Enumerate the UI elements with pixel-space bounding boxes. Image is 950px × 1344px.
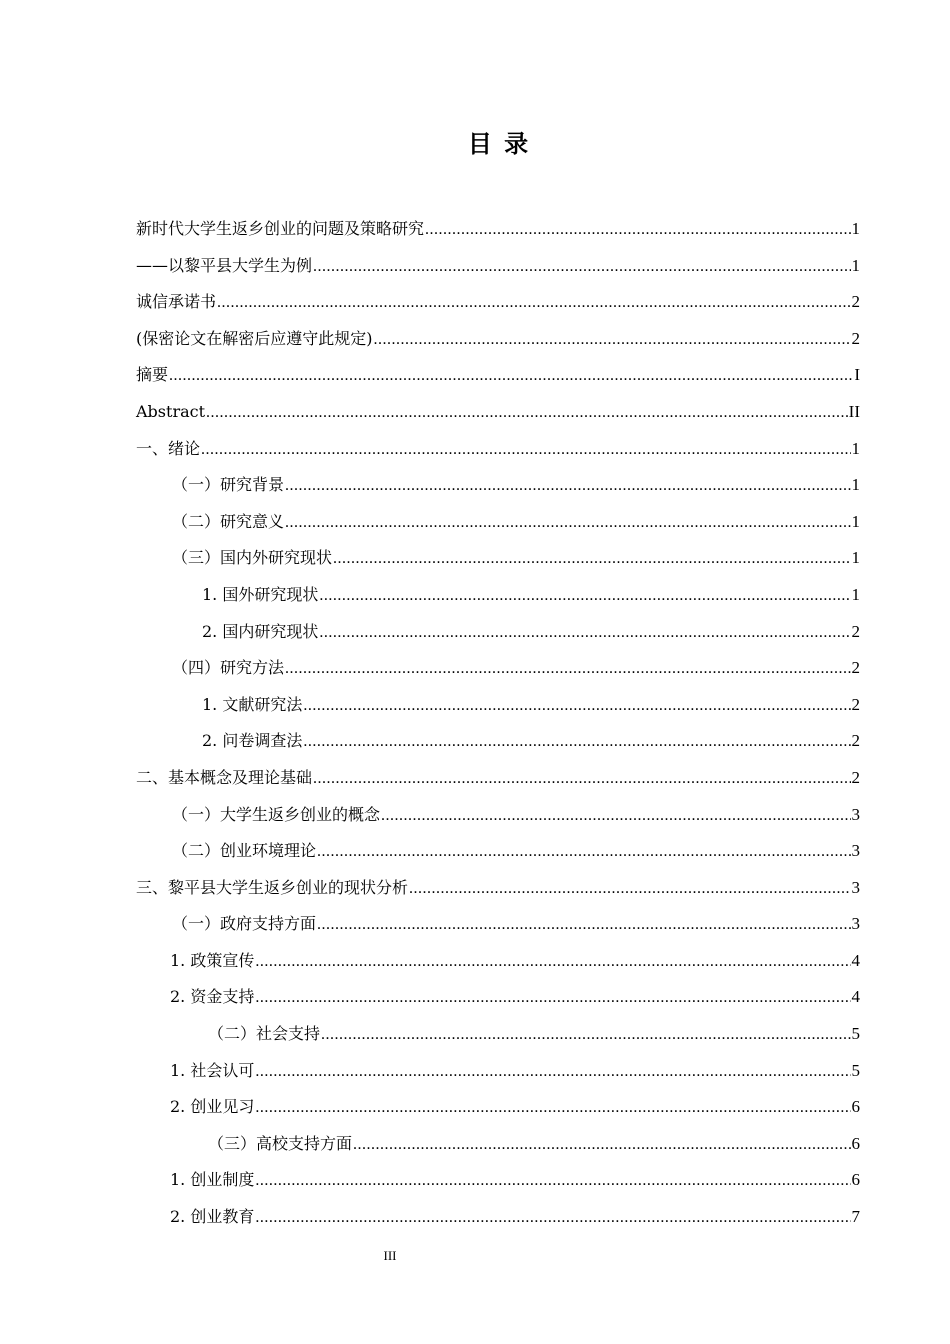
toc-entry-page-number: 2 (851, 292, 860, 312)
table-of-contents (136, 211, 860, 1236)
toc-entry-page-number: 5 (851, 1024, 860, 1044)
toc-dot-leader (206, 395, 848, 432)
toc-entry-label: 1. 政策宣传 (170, 950, 255, 970)
toc-entry-label: 2. 创业教育 (170, 1207, 255, 1227)
toc-entry[interactable] (136, 723, 860, 760)
toc-entry-label: （三）高校支持方面 (208, 1133, 353, 1153)
toc-dot-leader (317, 907, 850, 944)
toc-entry[interactable] (136, 1126, 860, 1163)
toc-entry-label: 1. 社会认可 (170, 1060, 255, 1080)
toc-entry-label: 摘要 (136, 365, 169, 385)
footer-page-number: III (383, 1248, 397, 1263)
toc-entry-page-number: 2 (851, 694, 860, 714)
toc-dot-leader (321, 1017, 850, 1054)
toc-entry[interactable] (136, 540, 860, 577)
toc-entry[interactable] (136, 431, 860, 468)
toc-entry-page-number: II (848, 401, 860, 421)
toc-entry-page-number: 1 (851, 511, 860, 531)
toc-entry-page-number: 3 (851, 841, 860, 861)
toc-dot-leader (381, 798, 850, 835)
toc-dot-leader (255, 1163, 850, 1200)
toc-dot-leader (319, 578, 850, 615)
toc-entry[interactable] (136, 467, 860, 504)
toc-dot-leader (285, 505, 850, 542)
toc-dot-leader (285, 468, 850, 505)
toc-entry-label: (保密论文在解密后应遵守此规定) (136, 328, 373, 348)
toc-entry[interactable] (136, 979, 860, 1016)
toc-entry[interactable] (136, 906, 860, 943)
toc-entry[interactable] (136, 577, 860, 614)
toc-entry[interactable] (136, 211, 860, 248)
toc-entry[interactable] (136, 687, 860, 724)
toc-entry-page-number: 6 (851, 1097, 860, 1117)
toc-entry-page-number: 1 (851, 438, 860, 458)
toc-dot-leader (285, 651, 850, 688)
toc-dot-leader (353, 1127, 850, 1164)
toc-entry[interactable] (136, 797, 860, 834)
toc-dot-leader (425, 212, 850, 249)
toc-entry-label: 新时代大学生返乡创业的问题及策略研究 (136, 219, 425, 238)
toc-entry-label: 1. 文献研究法 (202, 694, 303, 714)
toc-dot-leader (255, 1090, 850, 1127)
toc-entry-label: 2. 资金支持 (170, 987, 255, 1007)
toc-entry[interactable] (136, 284, 860, 321)
toc-dot-leader (255, 1200, 850, 1237)
toc-entry[interactable] (136, 1016, 860, 1053)
toc-entry-label: 2. 问卷调查法 (202, 731, 303, 751)
toc-entry[interactable] (136, 1162, 860, 1199)
toc-entry-page-number: 2 (851, 767, 860, 787)
toc-entry-label: 三、黎平县大学生返乡创业的现状分析 (136, 877, 409, 897)
toc-entry-label: Abstract (136, 401, 206, 421)
toc-dot-leader (303, 724, 850, 761)
toc-entry-label: （三）国内外研究现状 (172, 548, 333, 568)
toc-entry-page-number: 2 (851, 621, 860, 641)
toc-entry-page-number: 1 (851, 219, 860, 238)
toc-dot-leader (255, 980, 850, 1017)
toc-dot-leader (313, 761, 850, 798)
toc-dot-leader (313, 249, 850, 286)
toc-entry[interactable] (136, 1089, 860, 1126)
toc-entry[interactable] (136, 614, 860, 651)
toc-entry[interactable] (136, 248, 860, 285)
toc-entry-label: ——以黎平县大学生为例 (136, 255, 313, 275)
toc-dot-leader (201, 432, 850, 469)
toc-entry-label: 1. 创业制度 (170, 1170, 255, 1190)
toc-entry-label: 2. 国内研究现状 (202, 621, 319, 641)
toc-entry-page-number: 1 (851, 475, 860, 495)
page-title: 目 录 (467, 130, 531, 158)
toc-entry-page-number: 2 (851, 731, 860, 751)
toc-entry-page-number: 6 (851, 1133, 860, 1153)
toc-dot-leader (319, 615, 850, 652)
toc-entry-page-number: 7 (851, 1207, 860, 1227)
toc-entry[interactable] (136, 833, 860, 870)
toc-entry-page-number: 1 (851, 548, 860, 568)
toc-entry-label: （二）研究意义 (172, 511, 285, 531)
toc-entry[interactable] (136, 1199, 860, 1236)
toc-entry-page-number: 2 (851, 328, 860, 348)
toc-entry-page-number: 4 (851, 950, 860, 970)
toc-entry-page-number: 5 (851, 1060, 860, 1080)
toc-entry-page-number: 3 (851, 804, 860, 824)
toc-entry[interactable] (136, 504, 860, 541)
toc-entry[interactable] (136, 357, 860, 394)
toc-entry[interactable] (136, 394, 860, 431)
toc-entry[interactable] (136, 760, 860, 797)
toc-entry[interactable] (136, 321, 860, 358)
toc-dot-leader (374, 322, 851, 359)
toc-entry-label: （一）政府支持方面 (172, 914, 317, 934)
toc-dot-leader (217, 285, 850, 322)
toc-entry-page-number: 6 (851, 1170, 860, 1190)
toc-dot-leader (169, 358, 853, 395)
toc-entry[interactable] (136, 650, 860, 687)
toc-entry-page-number: 3 (851, 877, 860, 897)
toc-entry-page-number: 2 (851, 658, 860, 678)
toc-entry-label: 1. 国外研究现状 (202, 584, 319, 604)
toc-entry-label: 一、绪论 (136, 438, 201, 458)
toc-entry-page-number: I (854, 365, 860, 385)
toc-dot-leader (255, 944, 850, 981)
toc-dot-leader (303, 688, 850, 725)
toc-entry-label: （一）大学生返乡创业的概念 (172, 804, 381, 824)
toc-entry-label: （二）创业环境理论 (172, 841, 317, 861)
toc-entry-label: （一）研究背景 (172, 475, 285, 495)
toc-entry[interactable] (136, 943, 860, 980)
toc-entry[interactable] (136, 870, 860, 907)
toc-entry-label: 二、基本概念及理论基础 (136, 767, 313, 787)
toc-entry-page-number: 3 (851, 914, 860, 934)
toc-dot-leader (333, 541, 850, 578)
toc-entry-label: （二）社会支持 (208, 1024, 321, 1044)
toc-entry[interactable] (136, 1053, 860, 1090)
toc-entry-label: 诚信承诺书 (136, 292, 217, 312)
toc-entry-page-number: 1 (851, 584, 860, 604)
toc-dot-leader (317, 834, 850, 871)
toc-dot-leader (255, 1054, 850, 1091)
toc-dot-leader (409, 871, 850, 908)
toc-entry-label: （四）研究方法 (172, 658, 285, 678)
toc-entry-page-number: 4 (851, 987, 860, 1007)
toc-entry-label: 2. 创业见习 (170, 1097, 255, 1117)
toc-entry-page-number: 1 (851, 255, 860, 275)
